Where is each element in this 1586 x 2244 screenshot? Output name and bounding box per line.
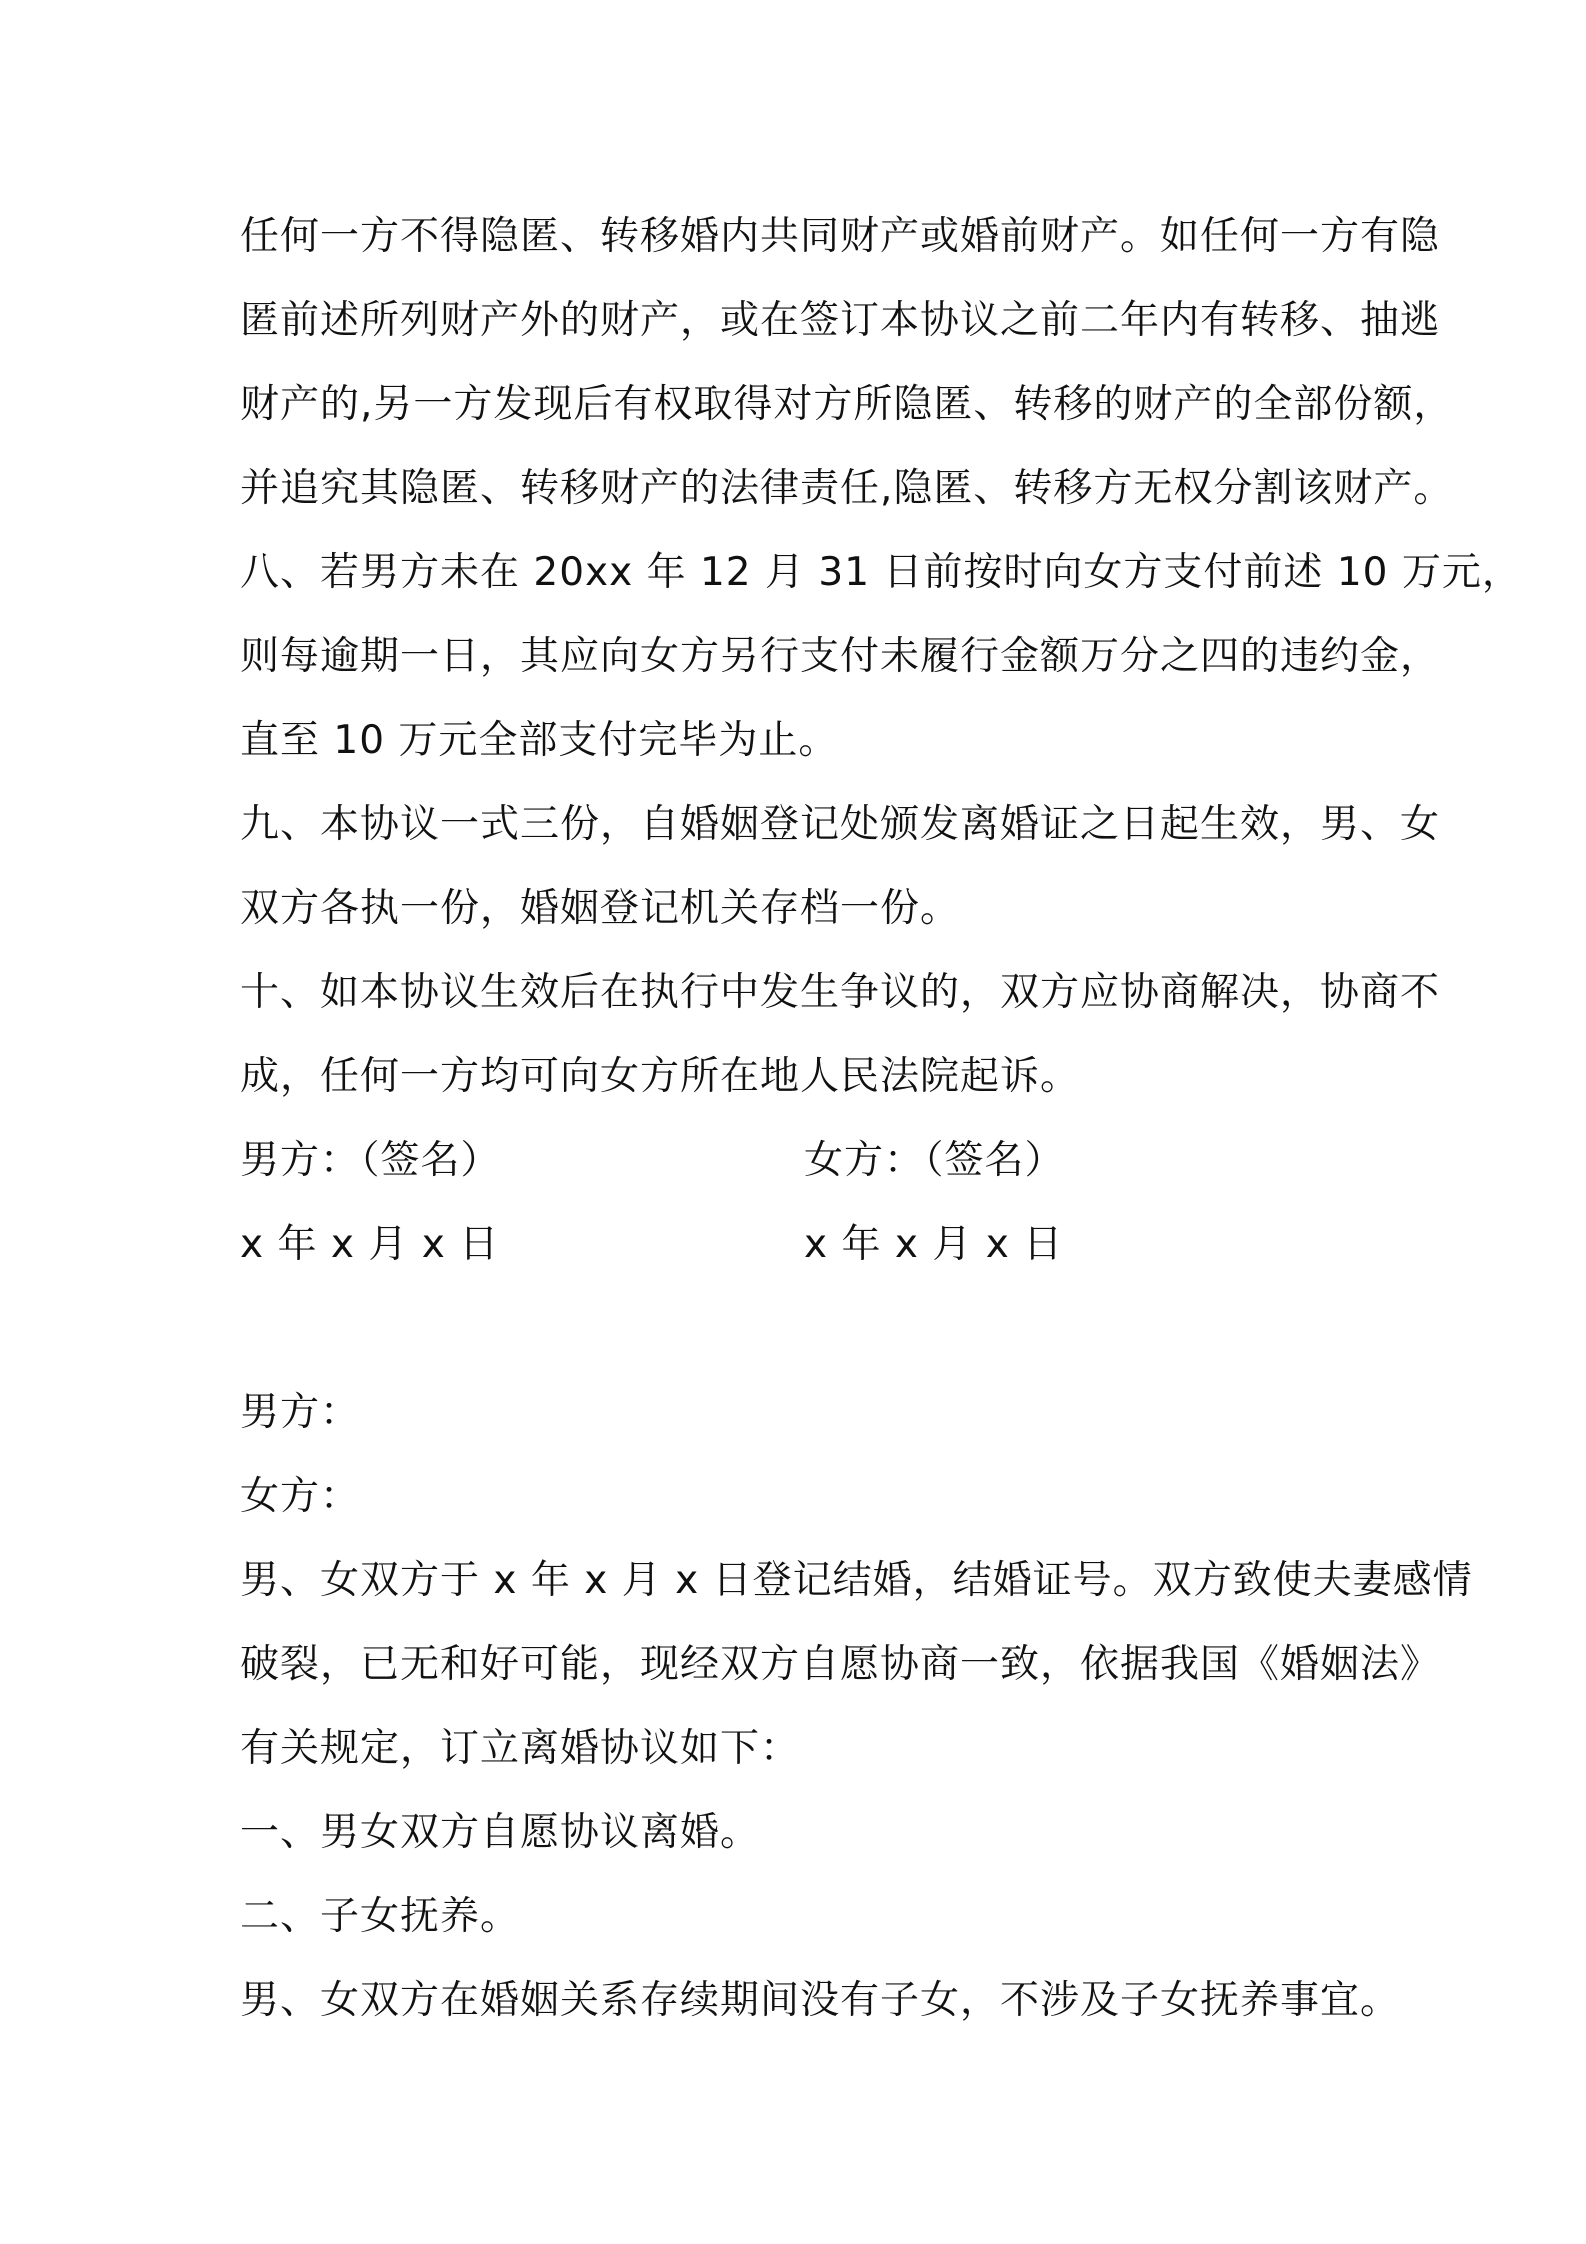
clause-8-line: 八、若男方未在 20xx 年 12 月 31 日前按时向女方支付前述 10 万元，: [240, 550, 1522, 595]
signature-row: [240, 1119, 1360, 1203]
clause-1-line: 一、男女双方自愿协议离婚。: [240, 1810, 761, 1855]
document-body: [240, 195, 1522, 2043]
male-signature-label: 男方：（签名）: [240, 1138, 501, 1183]
signature-date-row: [240, 1203, 1360, 1287]
male-party-label: 男方：: [240, 1390, 361, 1435]
clause-9-line: 九、本协议一式三份，自婚姻登记处颁发离婚证之日起生效，男、女: [240, 802, 1441, 847]
paragraph-line: 并追究其隐匿、转移财产的法律责任,隐匿、转移方无权分割该财产。: [240, 466, 1454, 511]
paragraph-line: 匿前述所列财产外的财产，或在签订本协议之前二年内有转移、抽逃: [240, 298, 1441, 343]
preamble-line: 男、女双方于 x 年 x 月 x 日登记结婚，结婚证号。双方致使夫妻感情: [240, 1558, 1473, 1603]
female-party-label: 女方：: [240, 1474, 361, 1519]
clause-10-line: 成，任何一方均可向女方所在地人民法院起诉。: [240, 1054, 1081, 1099]
clause-2-detail-line: 男、女双方在婚姻关系存续期间没有子女，不涉及子女抚养事宜。: [240, 1978, 1401, 2023]
paragraph-line: 任何一方不得隐匿、转移婚内共同财产或婚前财产。如任何一方有隐: [240, 214, 1441, 259]
section-gap: [240, 1287, 1360, 1371]
clause-2-line: 二、子女抚养。: [240, 1894, 521, 1939]
female-signature-date: x 年 x 月 x 日: [804, 1222, 1064, 1267]
male-signature-date: x 年 x 月 x 日: [240, 1222, 500, 1267]
clause-9-line: 双方各执一份，婚姻登记机关存档一份。: [240, 886, 961, 931]
female-signature-label: 女方：（签名）: [804, 1138, 1065, 1183]
clause-8-line: 直至 10 万元全部支付完毕为止。: [240, 718, 839, 763]
clause-8-line: 则每逾期一日，其应向女方另行支付未履行金额万分之四的违约金，: [240, 634, 1441, 679]
preamble-line: 有关规定，订立离婚协议如下：: [240, 1726, 801, 1771]
paragraph-line: 财产的,另一方发现后有权取得对方所隐匿、转移的财产的全部份额，: [240, 382, 1454, 427]
clause-10-line: 十、如本协议生效后在执行中发生争议的，双方应协商解决，协商不: [240, 970, 1441, 1015]
preamble-line: 破裂，已无和好可能，现经双方自愿协商一致，依据我国《婚姻法》: [240, 1642, 1441, 1687]
